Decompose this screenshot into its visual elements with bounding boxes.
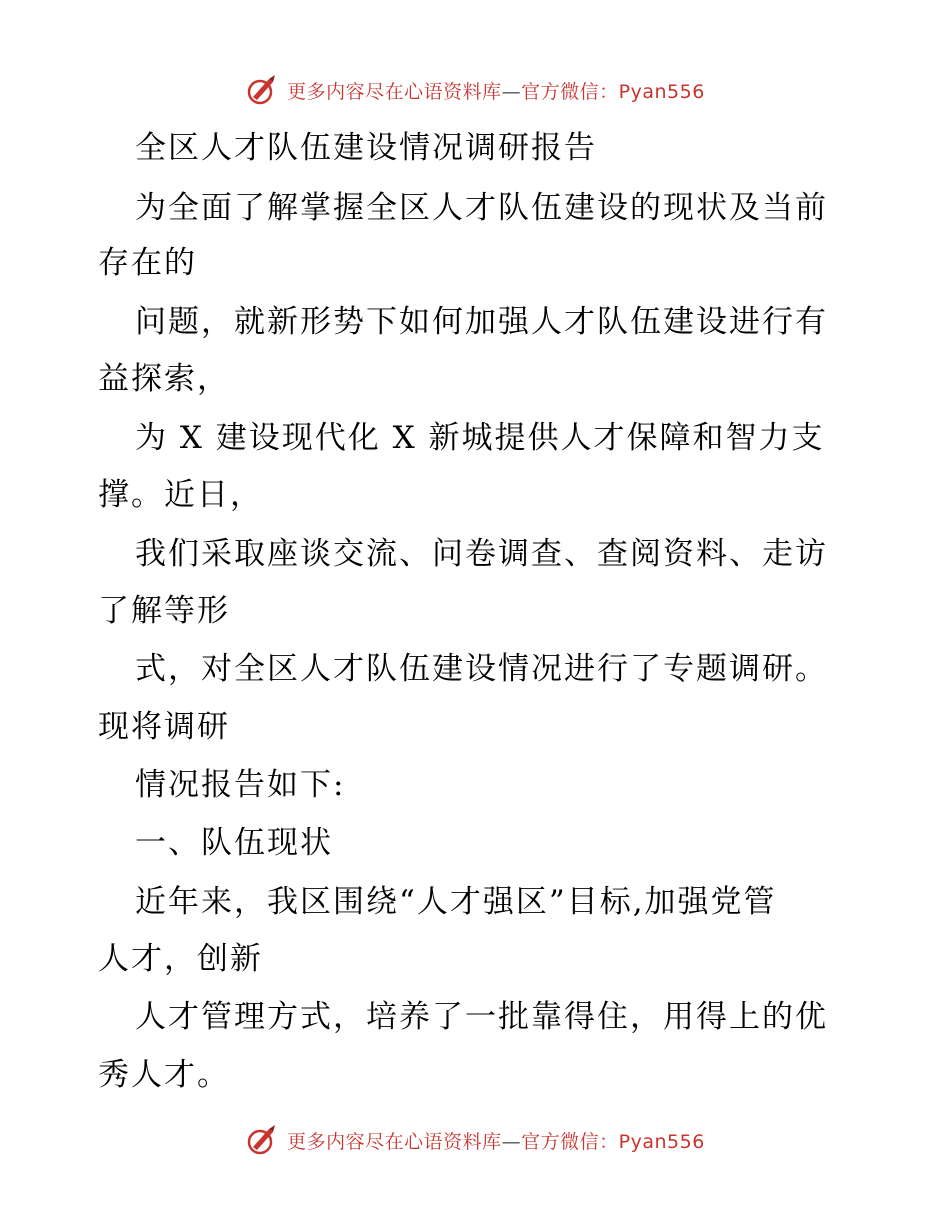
paragraph-line: 撑。近日， xyxy=(98,477,263,513)
paragraph-line: 为全面了解掌握全区人才队伍建设的现状及当前 xyxy=(135,190,828,226)
paragraph-line: 了解等形 xyxy=(98,593,230,629)
quill-pen-logo-icon xyxy=(245,1123,279,1157)
quill-pen-logo-icon xyxy=(245,73,279,107)
paragraph-line: 情况报告如下: xyxy=(135,767,346,803)
watermark-text: 更多内容尽在心语资料库—官方微信：Pyan556 xyxy=(287,1130,705,1153)
watermark-text: 更多内容尽在心语资料库—官方微信：Pyan556 xyxy=(287,80,705,103)
paragraph-line: 为 X 建设现代化 X 新城提供人才保障和智力支 xyxy=(135,420,825,456)
paragraph-line: 益探索， xyxy=(98,361,230,397)
paragraph-line: 人才，创新 xyxy=(98,941,263,977)
paragraph-line: 现将调研 xyxy=(98,709,230,745)
paragraph-line: 秀人才。 xyxy=(98,1057,230,1093)
footer-watermark xyxy=(0,1120,950,1160)
paragraph-line: 我们采取座谈交流、问卷调查、查阅资料、走访 xyxy=(135,536,828,572)
header-watermark xyxy=(0,70,950,110)
paragraph-line: 存在的 xyxy=(98,245,197,281)
document-title: 全区人才队伍建设情况调研报告 xyxy=(135,130,597,166)
paragraph-line: 人才管理方式，培养了一批靠得住，用得上的优 xyxy=(135,999,828,1035)
paragraph-line: 式，对全区人才队伍建设情况进行了专题调研。 xyxy=(135,651,828,687)
paragraph-line: 问题，就新形势下如何加强人才队伍建设进行有 xyxy=(135,304,828,340)
paragraph-line: 近年来，我区围绕“人才强区”目标,加强党管 xyxy=(135,884,777,920)
section-heading: 一、队伍现状 xyxy=(135,825,333,861)
